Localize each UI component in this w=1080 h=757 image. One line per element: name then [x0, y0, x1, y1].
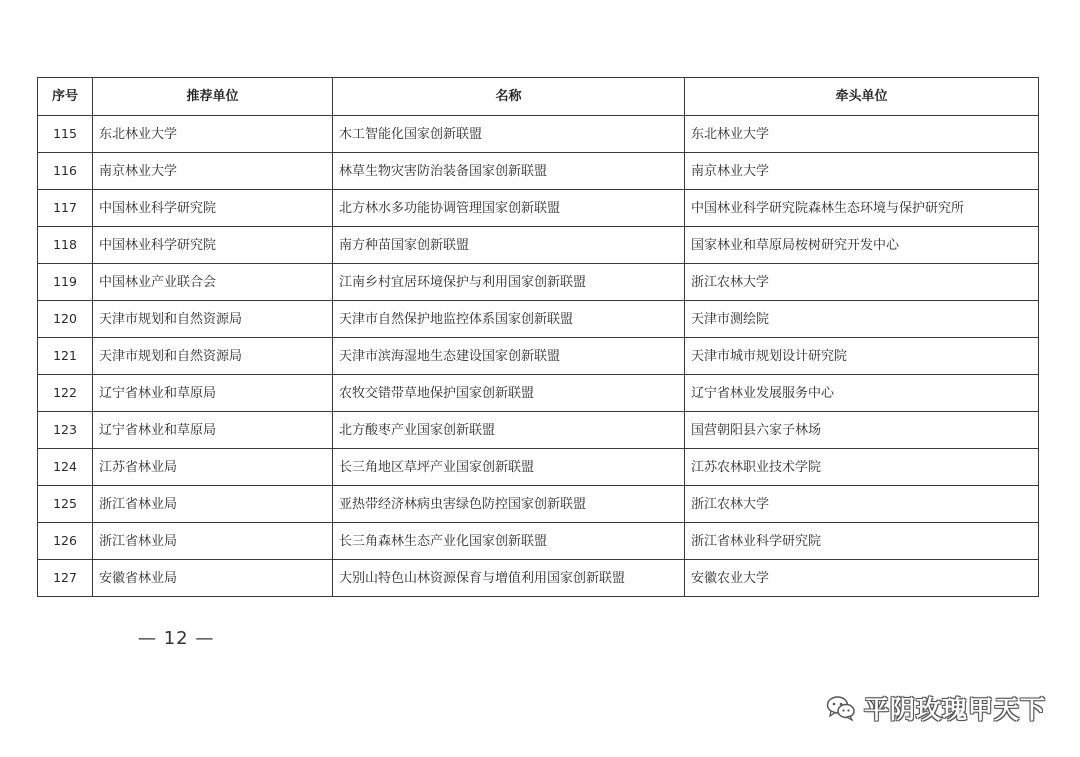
cell-recommending-unit: 天津市规划和自然资源局 [93, 338, 333, 375]
cell-lead-unit: 浙江农林大学 [685, 264, 1039, 301]
cell-lead-unit: 浙江农林大学 [685, 486, 1039, 523]
cell-name: 大别山特色山林资源保育与增值利用国家创新联盟 [333, 560, 685, 597]
table-row [38, 227, 1039, 264]
cell-name: 农牧交错带草地保护国家创新联盟 [333, 375, 685, 412]
cell-index: 125 [38, 486, 93, 523]
table-row [38, 412, 1039, 449]
cell-recommending-unit: 南京林业大学 [93, 153, 333, 190]
page-number: — 12 — [138, 628, 215, 649]
cell-name: 亚热带经济林病虫害绿色防控国家创新联盟 [333, 486, 685, 523]
cell-lead-unit: 天津市测绘院 [685, 301, 1039, 338]
cell-lead-unit: 浙江省林业科学研究院 [685, 523, 1039, 560]
cell-recommending-unit: 江苏省林业局 [93, 449, 333, 486]
table-row [38, 560, 1039, 597]
header-recommending-unit: 推荐单位 [93, 78, 333, 116]
cell-name: 木工智能化国家创新联盟 [333, 116, 685, 153]
cell-lead-unit: 南京林业大学 [685, 153, 1039, 190]
header-lead-unit: 牵头单位 [685, 78, 1039, 116]
cell-recommending-unit: 东北林业大学 [93, 116, 333, 153]
table-row [38, 116, 1039, 153]
cell-name: 江南乡村宜居环境保护与利用国家创新联盟 [333, 264, 685, 301]
wechat-icon [826, 695, 856, 721]
cell-recommending-unit: 浙江省林业局 [93, 486, 333, 523]
cell-index: 122 [38, 375, 93, 412]
cell-lead-unit: 国家林业和草原局桉树研究开发中心 [685, 227, 1039, 264]
cell-index: 121 [38, 338, 93, 375]
alliance-table [37, 77, 1039, 597]
table-row [38, 486, 1039, 523]
table-row [38, 375, 1039, 412]
table-row [38, 338, 1039, 375]
table-body [38, 116, 1039, 597]
cell-lead-unit: 国营朝阳县六家子林场 [685, 412, 1039, 449]
cell-name: 南方种苗国家创新联盟 [333, 227, 685, 264]
cell-recommending-unit: 辽宁省林业和草原局 [93, 375, 333, 412]
cell-index: 118 [38, 227, 93, 264]
cell-name: 天津市自然保护地监控体系国家创新联盟 [333, 301, 685, 338]
cell-name: 天津市滨海湿地生态建设国家创新联盟 [333, 338, 685, 375]
table-row [38, 301, 1039, 338]
cell-index: 120 [38, 301, 93, 338]
cell-index: 119 [38, 264, 93, 301]
cell-name: 林草生物灾害防治装备国家创新联盟 [333, 153, 685, 190]
header-index: 序号 [38, 78, 93, 116]
cell-lead-unit: 安徽农业大学 [685, 560, 1039, 597]
cell-name: 长三角森林生态产业化国家创新联盟 [333, 523, 685, 560]
cell-name: 北方林水多功能协调管理国家创新联盟 [333, 190, 685, 227]
cell-recommending-unit: 浙江省林业局 [93, 523, 333, 560]
watermark [826, 690, 1046, 726]
cell-recommending-unit: 中国林业科学研究院 [93, 190, 333, 227]
cell-lead-unit: 辽宁省林业发展服务中心 [685, 375, 1039, 412]
cell-lead-unit: 东北林业大学 [685, 116, 1039, 153]
header-name: 名称 [333, 78, 685, 116]
cell-index: 117 [38, 190, 93, 227]
cell-name: 长三角地区草坪产业国家创新联盟 [333, 449, 685, 486]
cell-recommending-unit: 安徽省林业局 [93, 560, 333, 597]
cell-recommending-unit: 中国林业科学研究院 [93, 227, 333, 264]
table-row [38, 264, 1039, 301]
cell-name: 北方酸枣产业国家创新联盟 [333, 412, 685, 449]
cell-index: 127 [38, 560, 93, 597]
watermark-text: 平阴玫瑰甲天下 [863, 695, 1046, 724]
table-header-row [38, 78, 1039, 116]
cell-index: 115 [38, 116, 93, 153]
cell-index: 124 [38, 449, 93, 486]
cell-index: 126 [38, 523, 93, 560]
cell-lead-unit: 天津市城市规划设计研究院 [685, 338, 1039, 375]
cell-index: 116 [38, 153, 93, 190]
cell-lead-unit: 中国林业科学研究院森林生态环境与保护研究所 [685, 190, 1039, 227]
table-row [38, 523, 1039, 560]
cell-recommending-unit: 辽宁省林业和草原局 [93, 412, 333, 449]
cell-index: 123 [38, 412, 93, 449]
cell-recommending-unit: 中国林业产业联合会 [93, 264, 333, 301]
cell-lead-unit: 江苏农林职业技术学院 [685, 449, 1039, 486]
table-row [38, 190, 1039, 227]
table-row [38, 153, 1039, 190]
table-row [38, 449, 1039, 486]
cell-recommending-unit: 天津市规划和自然资源局 [93, 301, 333, 338]
